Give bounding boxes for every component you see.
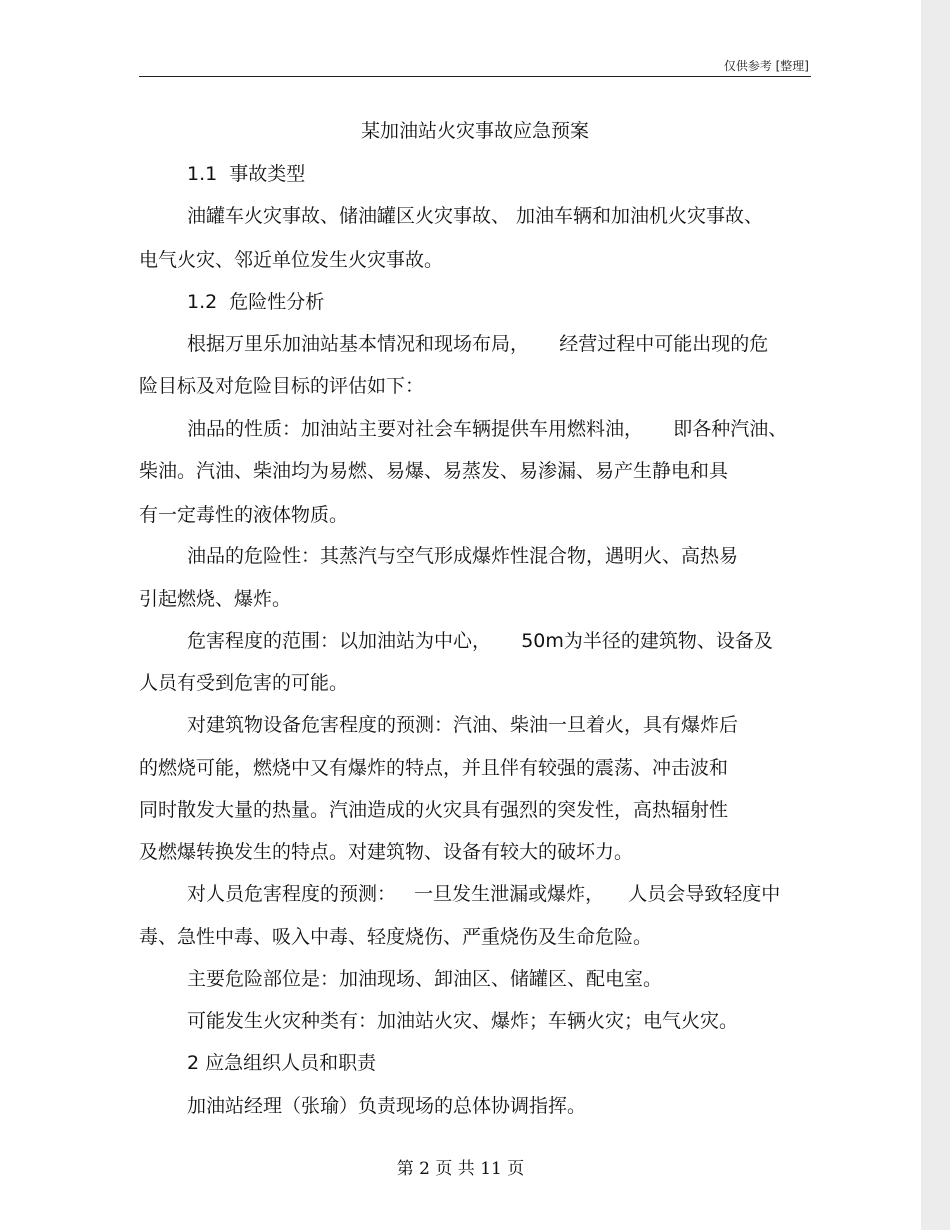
header-rule xyxy=(139,76,811,77)
paragraph-line: 对建筑物设备危害程度的预测：汽油、柴油一旦着火，具有爆炸后 xyxy=(187,714,739,736)
paragraph-line: 危害程度的范围：以加油站为中心， 50m为半径的建筑物、设备及 xyxy=(187,630,773,652)
section-heading-2: 2 应急组织人员和职责 xyxy=(187,1052,377,1074)
paragraph-line: 引起燃烧、爆炸。 xyxy=(139,588,292,610)
paragraph-line: 柴油。汽油、柴油均为易燃、易爆、易蒸发、易渗漏、易产生静电和具 xyxy=(139,460,729,482)
paragraph-line: 加油站经理（张瑜）负责现场的总体协调指挥。 xyxy=(187,1095,587,1117)
section-heading-1-2: 1.2 危险性分析 xyxy=(187,291,325,313)
paragraph-line: 毒、急性中毒、吸入中毒、轻度烧伤、严重烧伤及生命危险。 xyxy=(139,926,653,948)
paragraph-line: 主要危险部位是：加油现场、卸油区、储罐区、配电室。 xyxy=(187,968,663,990)
paragraph-line: 有一定毒性的液体物质。 xyxy=(139,504,349,526)
document-title: 某加油站火灾事故应急预案 xyxy=(360,120,589,142)
paragraph-line: 油品的性质：加油站主要对社会车辆提供车用燃料油， 即各种汽油、 xyxy=(187,418,788,440)
header-note: 仅供参考 [整理] xyxy=(723,59,809,73)
paragraph-line: 及燃爆转换发生的特点。对建筑物、设备有较大的破坏力。 xyxy=(139,841,634,863)
page-footer: 第 2 页 共 11 页 xyxy=(396,1159,525,1179)
paragraph-line: 电气火灾、邻近单位发生火灾事故。 xyxy=(139,249,444,271)
section-heading-1-1: 1.1 事故类型 xyxy=(187,163,306,185)
paragraph-line: 可能发生火灾种类有：加油站火灾、爆炸；车辆火灾；电气火灾。 xyxy=(187,1010,739,1032)
paragraph-line: 根据万里乐加油站基本情况和现场布局， 经营过程中可能出现的危 xyxy=(187,333,769,355)
paragraph-line: 对人员危害程度的预测： 一旦发生泄漏或爆炸， 人员会导致轻度中 xyxy=(187,883,781,905)
paragraph-line: 油品的危险性：其蒸汽与空气形成爆炸性混合物，遇明火、高热易 xyxy=(187,545,739,567)
paragraph-line: 险目标及对危险目标的评估如下： xyxy=(139,375,425,397)
paragraph-line: 油罐车火灾事故、储油罐区火灾事故、 加油车辆和加油机火灾事故、 xyxy=(187,205,764,227)
paragraph-line: 同时散发大量的热量。汽油造成的火灾具有强烈的突发性，高热辐射性 xyxy=(139,799,729,821)
paragraph-line: 人员有受到危害的可能。 xyxy=(139,672,349,694)
paragraph-line: 的燃烧可能，燃烧中又有爆炸的特点，并且伴有较强的震荡、冲击波和 xyxy=(139,757,729,779)
